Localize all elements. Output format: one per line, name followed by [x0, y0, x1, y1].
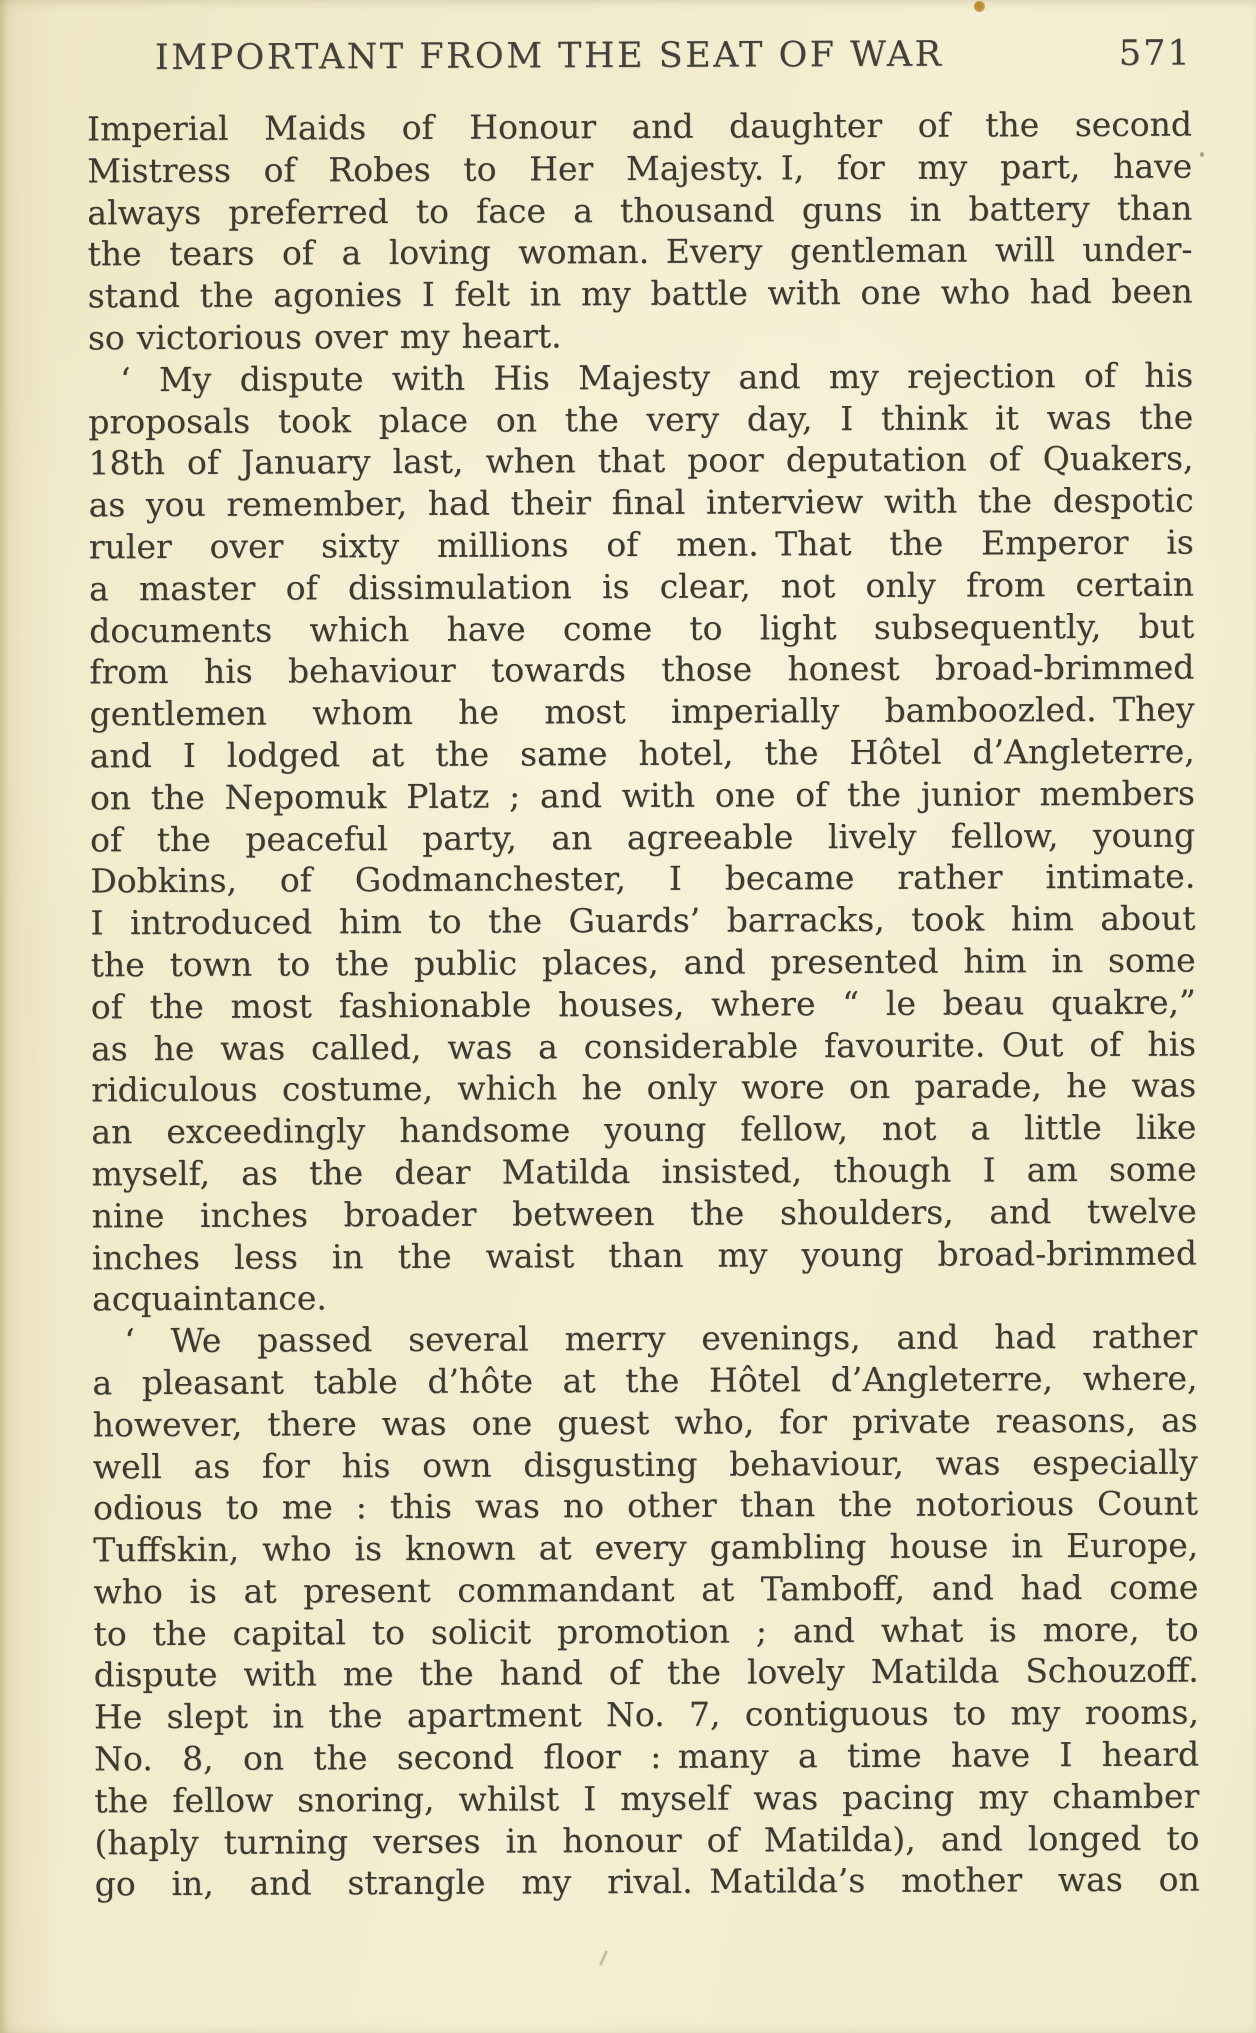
running-header: [87, 32, 1192, 81]
text-line: an exceedingly handsome young fellow, not a little like: [91, 1107, 1197, 1152]
stain-dot: [974, 1, 985, 12]
paragraph: [92, 1316, 1200, 1906]
text-line: ‘ We passed several merry evenings, and had rather: [124, 1316, 1198, 1361]
text-line: acquaintance.: [92, 1278, 327, 1319]
text-line: nine inches broader between the shoulders, and twelve: [91, 1191, 1197, 1236]
text-line: He slept in the apartment No. 7, contiguous to my rooms,: [93, 1692, 1200, 1737]
text-line: well as for his own disgusting behaviour, was especially: [92, 1442, 1198, 1486]
text-line: a master of dissimulation is clear, not only from certain: [88, 564, 1195, 609]
text-line: on the Nepomuk Platz ; and with one of the junior members: [89, 773, 1196, 818]
text-line: a pleasant table d’hôte at the Hôtel d’Angleterre, where,: [92, 1358, 1198, 1403]
text-line: of the peaceful party, an agreeable lively fellow, young: [90, 815, 1196, 859]
text-line: (haply turning verses in honour of Matilda), and longed to: [94, 1818, 1200, 1863]
text-line: Mistress of Robes to Her Majesty. I, for my part, have: [87, 146, 1193, 191]
ink-speck: [1200, 152, 1204, 157]
running-header-title: IMPORTANT FROM THE SEAT OF WAR: [154, 34, 944, 79]
text-line: odious to me : this was no other than the notorious Count: [92, 1483, 1199, 1528]
text-line: Dobkins, of Godmanchester, I became rather intimate.: [90, 856, 1196, 901]
page-number: 571: [1118, 33, 1192, 74]
text-line: and I lodged at the same hotel, the Hôtel d’Angleterre,: [89, 731, 1195, 776]
text-line: of the most fashionable houses, where “ le beau quakre,”: [90, 982, 1196, 1027]
text-line: Tuffskin, who is known at every gambling house in Europe,: [93, 1525, 1199, 1570]
text-line: who is at present commandant at Tamboff, and had come: [93, 1567, 1199, 1612]
text-line: always preferred to face a thousand guns in battery than: [87, 188, 1193, 232]
text-line: to the capital to solicit promotion ; and what is more, to: [93, 1609, 1199, 1654]
text-line: from his behaviour towards those honest broad-brimmed: [89, 647, 1195, 692]
paragraph: [88, 354, 1197, 1320]
text-line: the tears of a loving woman. Every gentleman will under-: [87, 229, 1193, 274]
text-line: Imperial Maids of Honour and daughter of the second: [86, 104, 1193, 149]
page-text: [87, 104, 1200, 1906]
text-line: ‘ My dispute with His Majesty and my rejection of his: [120, 355, 1194, 399]
text-line: so victorious over my heart.: [87, 316, 562, 358]
text-line: ridiculous costume, which he only wore on parade, he was: [91, 1065, 1197, 1110]
text-line: dispute with me the hand of the lovely Matilda Schouzoff.: [93, 1651, 1199, 1695]
text-line: stand the agonies I felt in my battle with one who had been: [87, 271, 1193, 316]
text-line: the town to the public places, and presented him in some: [90, 940, 1196, 985]
text-line: however, there was one guest who, for private reasons, as: [92, 1400, 1198, 1445]
text-line: inches less in the waist than my young broad-brimmed: [91, 1233, 1198, 1277]
text-line: I introduced him to the Guards’ barracks, took him about: [90, 898, 1196, 943]
text-line: go in, and strangle my rival. Matilda’s mother was on: [94, 1859, 1200, 1904]
text-line: proposals took place on the very day, I think it was the: [88, 397, 1194, 441]
text-line: gentlemen whom he most imperially bamboozled. They: [89, 689, 1195, 734]
paragraph: [87, 104, 1193, 360]
text-line: as he was called, was a considerable favourite. Out of his: [90, 1024, 1197, 1068]
text-line: No. 8, on the second floor : many a time have I heard: [94, 1734, 1200, 1779]
text-line: as you remember, had their final interview with the despotic: [88, 480, 1194, 525]
text-line: myself, as the dear Matilda insisted, though I am some: [91, 1149, 1197, 1194]
text-line: ruler over sixty millions of men. That the Emperor is: [88, 522, 1194, 567]
text-line: 18th of January last, when that poor deputation of Quakers,: [88, 438, 1194, 483]
text-line: the fellow snoring, whilst I myself was pacing my chamber: [94, 1776, 1200, 1821]
text-line: documents which have come to light subsequently, but: [89, 606, 1195, 650]
